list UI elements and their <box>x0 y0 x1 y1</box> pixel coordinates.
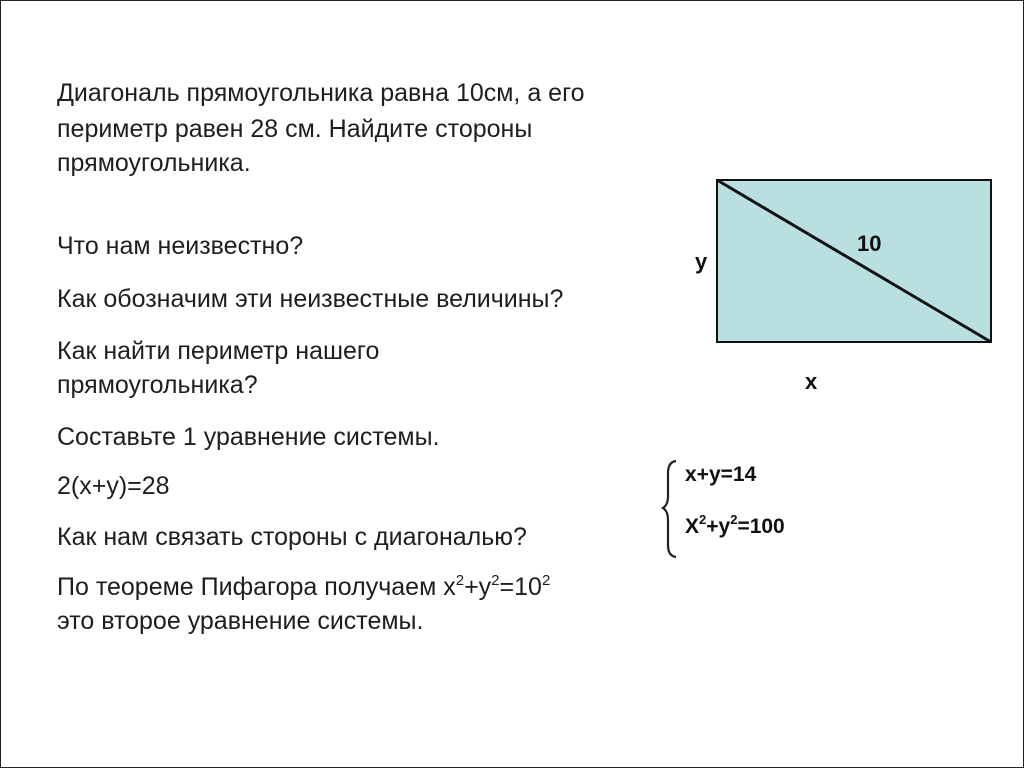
pythagoras-line-2: это второе уравнение системы. <box>57 607 424 635</box>
system-eq2-rest: =100 <box>737 515 785 538</box>
question-first-equation: Составьте 1 уравнение системы. <box>57 423 440 451</box>
pythagoras-exponent: 2 <box>541 572 551 589</box>
system-equation-1: x+y=14 <box>685 463 757 486</box>
pythagoras-prefix: По теореме Пифагора получаем x <box>57 573 456 601</box>
question-perimeter-line-1: Как найти периметр нашего <box>57 337 380 365</box>
system-eq2-exponent: 2 <box>730 512 738 527</box>
problem-text-line-1: Диагональ прямоугольника равна 10см, а его <box>57 79 585 107</box>
side-label-x: x <box>805 369 818 394</box>
pythagoras-plus-y: +y <box>464 573 492 601</box>
system-eq2-plus: +y <box>706 515 731 538</box>
pythagoras-equals: =10 <box>499 573 542 601</box>
pythagoras-line-1 <box>57 571 550 604</box>
system-equation-2 <box>685 512 785 539</box>
system-eq2-exponent: 2 <box>699 512 707 527</box>
curly-brace-icon <box>661 459 681 559</box>
question-diagonal: Как нам связать стороны с диагональю? <box>57 523 527 551</box>
pythagoras-exponent: 2 <box>455 572 465 589</box>
system-eq2-base: X <box>685 515 700 538</box>
problem-text-line-2: периметр равен 28 см. Найдите стороны <box>57 115 533 143</box>
question-perimeter-line-2: прямоугольника? <box>57 371 258 399</box>
pythagoras-exponent: 2 <box>491 572 500 589</box>
equation-perimeter: 2(x+y)=28 <box>57 472 170 500</box>
question-unknown: Что нам неизвестно? <box>57 232 304 260</box>
side-label-y: y <box>695 249 708 274</box>
diagonal-label: 10 <box>857 231 882 256</box>
question-denote: Как обозначим эти неизвестные величины? <box>57 285 564 313</box>
rectangle-drawing <box>691 171 1001 351</box>
problem-text-line-3: прямоугольника. <box>57 149 251 177</box>
